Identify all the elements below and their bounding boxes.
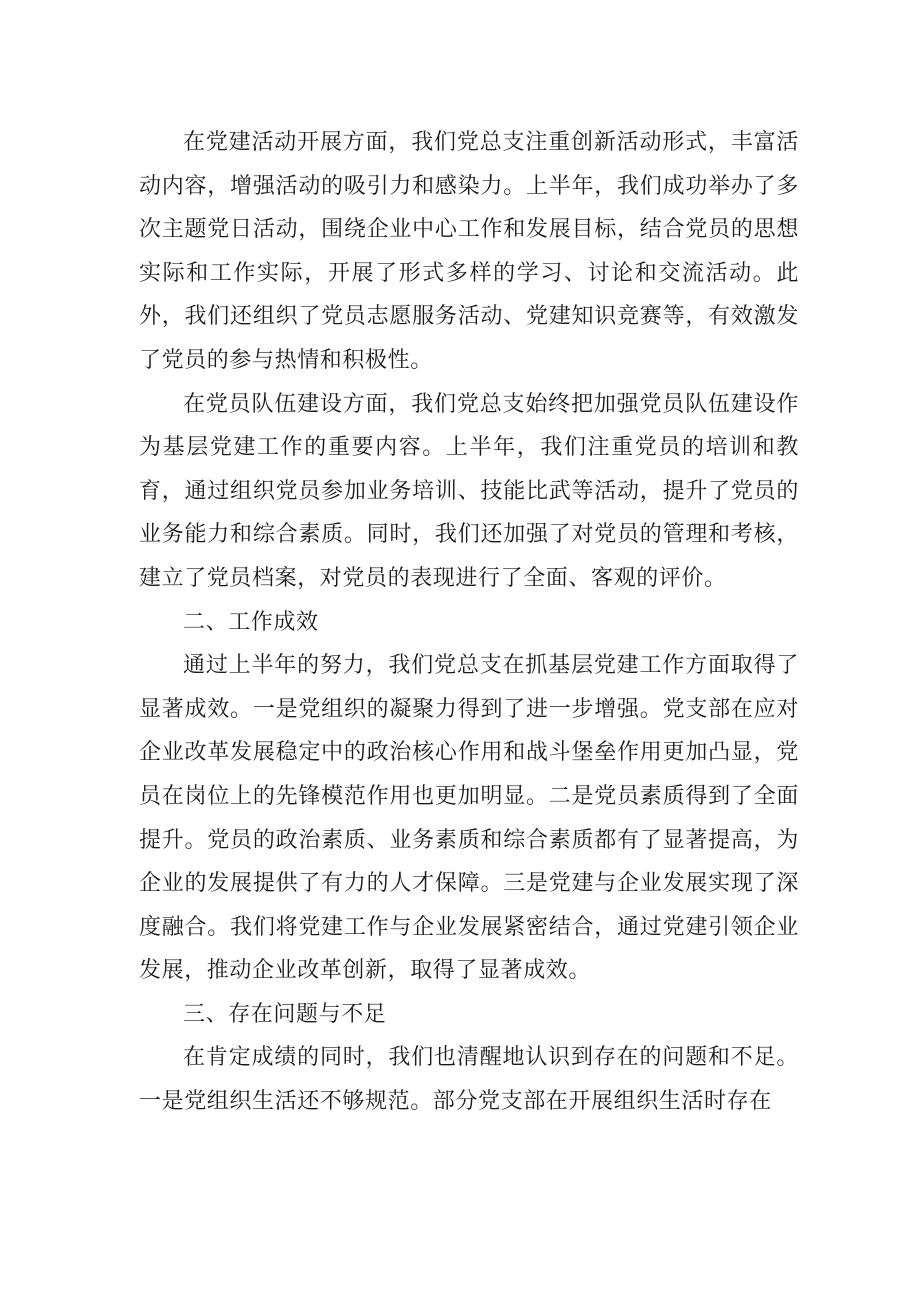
paragraph-problems: 在肯定成绩的同时，我们也清醒地认识到存在的问题和不足。一是党组织生活还不够规范。部分党支部在开展组织生活时存在	[139, 1045, 799, 1115]
document-body	[139, 121, 799, 1124]
section-heading-work-results: 二、工作成效	[183, 609, 319, 635]
paragraph-party-activities: 在党建活动开展方面，我们党总支注重创新活动形式，丰富活动内容，增强活动的吸引力和感染力。上半年，我们成功举办了多次主题党日活动，围绕企业中心工作和发展目标，结合党员的思想实际和工作实际，开展了形式多样的学习、讨论和交流活动。此外，我们还组织了党员志愿服务活动、党建知识竞赛等，有效激发了党员的参与热情和积极性。	[139, 130, 799, 373]
section-heading-problems: 三、存在问题与不足	[183, 1001, 387, 1027]
paragraph-member-team-building: 在党员队伍建设方面，我们党总支始终把加强党员队伍建设作为基层党建工作的重要内容。上半年，我们注重党员的培训和教育，通过组织党员参加业务培训、技能比武等活动，提升了党员的业务能力和综合素质。同时，我们还加强了对党员的管理和考核，建立了党员档案，对党员的表现进行了全面、客观的评价。	[139, 391, 799, 591]
paragraph-work-results: 通过上半年的努力，我们党总支在抓基层党建工作方面取得了显著成效。一是党组织的凝聚力得到了进一步增强。党支部在应对企业改革发展稳定中的政治核心作用和战斗堡垒作用更加凸显，党员在岗位上的先锋模范作用也更加明显。二是党员素质得到了全面提升。党员的政治素质、业务素质和综合素质都有了显著提高，为企业的发展提供了有力的人才保障。三是党建与企业发展实现了深度融合。我们将党建工作与企业发展紧密结合，通过党建引领企业发展，推动企业改革创新，取得了显著成效。	[139, 653, 799, 984]
